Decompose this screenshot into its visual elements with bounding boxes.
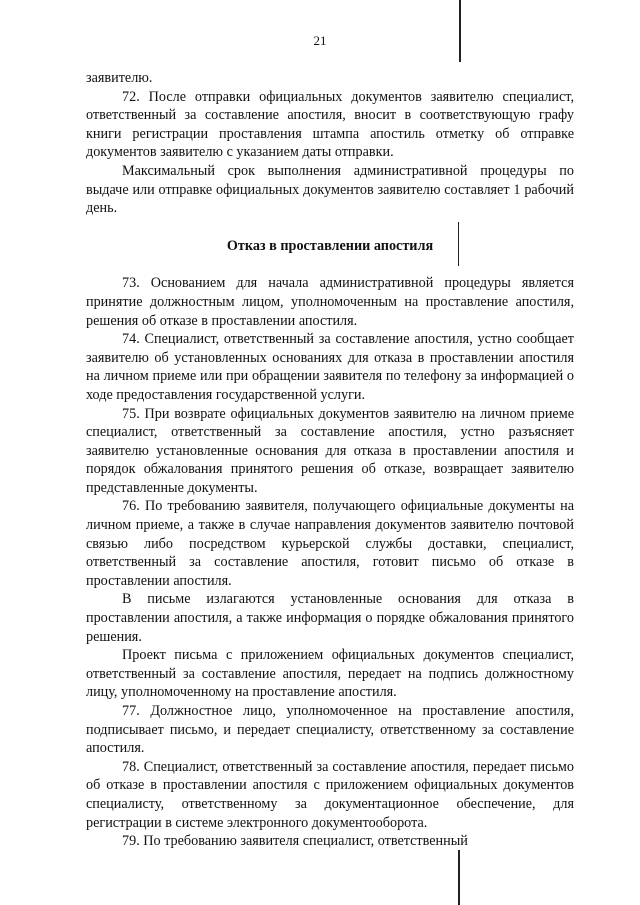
scan-artifact-line-bottom <box>458 850 460 905</box>
paragraph-max-term: Максимальный срок выполнения административной процедуры по выдаче или отправке официальных документов заявителю составляет 1 рабочий день. <box>86 162 574 217</box>
paragraph-letter: В письме излагаются установленные основания для отказа в проставлении апостиля, а также информация о порядке обжалования принятого решения. <box>86 591 574 645</box>
paragraph-77: 77. Должностное лицо, уполномоченное на проставление апостиля, подписывает письмо, и передает специалисту, ответственному за составление апостиля. <box>86 703 574 757</box>
paragraph-76: 76. По требованию заявителя, получающего официальные документы на личном приеме, а также в случае направления документов заявителю почтовой связью либо посредством курьерской службы доставки, специалист, ответственный за составление апостиля, готовит письмо об отказе в проставлении апостиля. <box>86 498 574 589</box>
paragraph-74: 74. Специалист, ответственный за составление апостиля, устно сообщает заявителю об установленных основаниях для отказа в проставлении апостиля на личном приеме или при обращении заявителя по телефону за информацией о ходе предоставления государственной услуги. <box>86 331 574 403</box>
paragraph-78: 78. Специалист, ответственный за составление апостиля, передает письмо об отказе в проставлении апостиля с приложением официальных документов специалисту, ответственному за документационное обеспечение, для регистрации в системе электронного документооборота. <box>86 758 574 831</box>
scan-artifact-line-top <box>459 0 461 62</box>
document-body <box>86 69 574 851</box>
paragraph-73: 73. Основанием для начала административной процедуры является принятие должностным лицом, уполномоченным на проставление апостиля, решения об отказе в проставлении апостиля. <box>86 275 574 329</box>
section-heading: Отказ в проставлении апостиля <box>226 237 434 254</box>
paragraph-continuation: заявителю. <box>86 70 153 86</box>
page-number: 21 <box>313 33 327 48</box>
paragraph-75: 75. При возврате официальных документов заявителю на личном приеме специалист, ответственный за составление апостиля, устно разъясняет заявителю установленные основания для отказа в проставлении апостиля и порядок обжалования принятого решения об отказе, возвращает заявителю представленные документы. <box>86 405 574 496</box>
paragraph-79: 79. По требованию заявителя специалист, ответственный <box>122 833 468 850</box>
paragraph-72: 72. После отправки официальных документов заявителю специалист, ответственный за составление апостиля, вносит в соответствующую графу книги регистрации проставления штампа апостиль отметку об отправке документов заявителю с указанием даты отправки. <box>86 88 574 161</box>
paragraph-draft-letter: Проект письма с приложением официальных документов специалист, ответственный за составление апостиля, передает на подпись должностному лицу, уполномоченному на проставление апостиля. <box>86 647 574 701</box>
